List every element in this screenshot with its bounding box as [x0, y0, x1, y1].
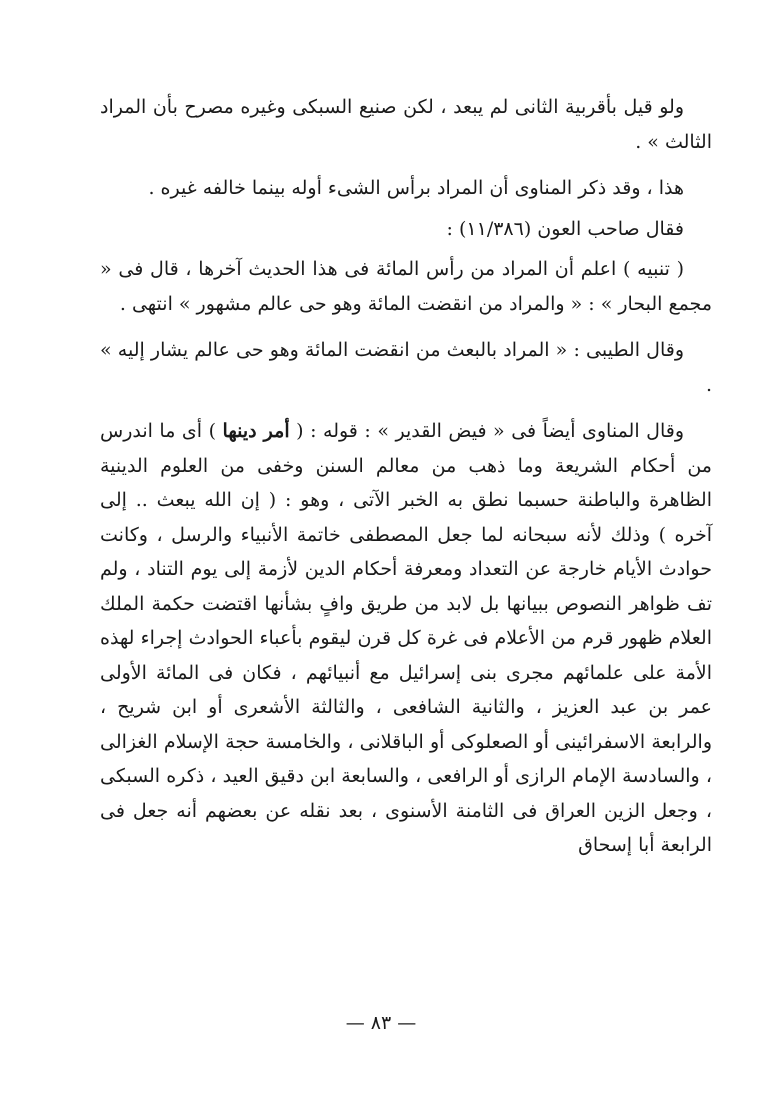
page-number: — ٨٣ — [345, 1012, 417, 1034]
paragraph-6-lead: وقال المناوى أيضاً فى « فيض القدير » : قوله : ( [289, 420, 684, 442]
paragraph-2: هذا ، وقد ذكر المناوى أن المراد برأس الشىء أوله بينما خالفه غيره . [148, 177, 684, 199]
paragraph-1: ولو قيل بأقربية الثانى لم يبعد ، لكن صنيع السبكى وغيره مصرح بأن المراد الثالث » . [100, 96, 712, 153]
paragraph-6-bold-term: أمر دينها [222, 420, 290, 442]
paragraph-3: فقال صاحب العون (١١/٣٨٦) : [446, 217, 684, 240]
paragraph-6 [100, 414, 712, 863]
paragraph-4: ( تنبيه ) اعلم أن المراد من رأس المائة فى هذا الحديث آخرها ، قال فى « مجمع البحار » : « والمراد من انقضت المائة وهو حى عالم مشهور » انتهى . [100, 258, 712, 315]
page-body [100, 90, 712, 875]
paragraph-6-rest: ) أى ما اندرس من أحكام الشريعة وما ذهب من معالم السنن وخفى من العلوم الدينية الظاهرة والباطنة حسبما نطق به الخبر الآتى ، وهو : ( إن الله يبعث .. إلى آخره ) وذلك لأنه سبحانه لما جعل المصطفى خاتمة الأنبياء والرسل ، وكانت حوادث الأيام خارجة عن التعداد ومعرفة أحكام الدين لأزمة إلى يوم التناد ، ولم تف ظواهر النصوص ببيانها بل لابد من طريق وافٍ بشأنها اقتضت حكمة الملك العلام ظهور قرم من الأعلام فى غرة كل قرن ليقوم بأعباء الحوادث إجراء لهذه الأمة على علمائهم مجرى بنى إسرائيل مع أنبيائهم ، فكان فى المائة الأولى عمر بن عبد العزيز ، والثانية الشافعى ، والثالثة الأشعرى أو ابن شريح ، والرابعة الاسفرائينى أو الصعلوكى أو الباقلانى ، والخامسة حجة الإسلام الغزالى ، والسادسة الإمام الرازى أو الرافعى ، والسابعة ابن دقيق العيد ، ذكره السبكى ، وجعل الزين العراق فى الثامنة الأسنوى ، بعد نقله عن بعضهم أنه جعل فى الرابعة أبا إسحاق [100, 420, 712, 856]
paragraph-5: وقال الطيبى : « المراد بالبعث من انقضت المائة وهو حى عالم يشار إليه » . [100, 339, 712, 396]
